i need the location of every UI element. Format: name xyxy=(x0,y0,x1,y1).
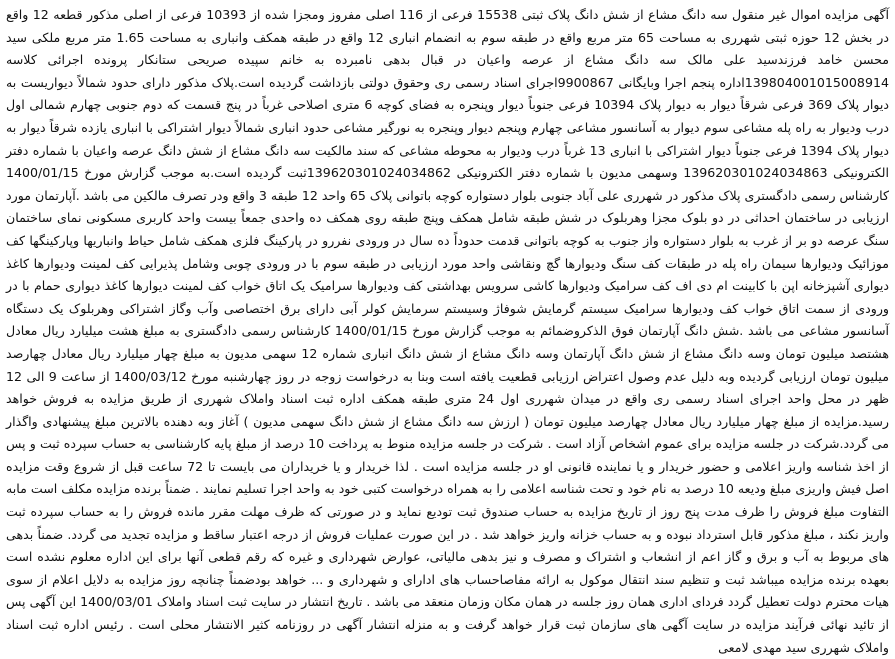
auction-notice-text: آگهی مزایده اموال غیر منقول سه دانگ مشاع از شش دانگ پلاک ثبتی 15538 فرعی از 116 اصلی مفروز ومجزا شده از 10393 فرعی از اصلی مذکور قطعه 12 واقع در بخش 12 حوزه ثبتی شهرری به مساحت 65 متر مربع واقع در طبقه سوم به انضمام انباری 12 واقع در طبقه همکف وانباری به مساحت 1.65 متر مربع ملکی سید محسن خامد فرزندسید علی مالک سه دانگ مشاع از عرصه واعیان در قبال بدهی نامبرده به خانم سپیده صریحی ستانکار پرونده اجرائی کلاسه 139804001015008914اداره پنجم اجرا وبایگانی 9900867اجرای اسناد رسمی ری وحقوق دولتی بازداشت گردیده است.پلاک مذکور دارای حدود شمالاً دیواریست به دیوار پلاک 369 فرعی شرقاً دیوار به دیوار پلاک 10394 فرعی جنوباً دیوار وپنجره به فضای کوچه 6 متری اصلاحی غرباً در پنج قسمت که دوم جنوبی چهارم شمالی اول درب ودیوار به راه پله مشاعی سوم دیوار به آسانسور مشاعی چهارم وپنجم دیوار وپنجره به نورگیر مشاعی حدود انباری شمالاً دیوار اشتراکی با انباری یازده شرقاً دیوار به دیوار پلاک 1394 فرعی جنوباً دیوار اشتراکی با انباری 13 غرباً درب ودیوار به محوطه مشاعی که سند مالکیت سه دانگ مشاع از شش دانگ عرصه واعیان با شماره دفتر الکترونیکی 139620301024034863 وسهمی مدیون با شماره دفتر الکترونیکی 139620301024034862ثبت گردیده است.به موجب گزارش مورخ 1400/01/15 کارشناس رسمی دادگستری پلاک مذکور در شهرری علی آباد جنوبی بلوار دستواره کوچه باتوانی پلاک 65 واحد 12 طبقه 3 واقع ودر تصرف مالکین می باشد .آپارتمان مورد ارزیابی در ساختمان احداثی در دو بلوک مجزا وهربلوک در شش طبقه شامل همکف وپنج طبقه روی همکف ده واحدی جمعاً بیست واحد کاربری مسکونی نمای ساختمان سنگ عرصه دو بر از غرب به بلوار دستواره واز جنوب به کوچه باتوانی قدمت حدوداً ده سال در ورودی نفررو در پارکینگ فلزی همکف شامل حیاط وانباریها وپارکینگها کف موزائیک ودیوارها سیمان راه پله در طبقات کف سنگ ودیوارها گچ ونقاشی واحد مورد ارزیابی در طبقه سوم با در ورودی چوبی وشامل پذیرایی کف لمینت ودیوارها کاغذ دیواری آشپزخانه اپن با کابینت ام دی اف کف سرامیک ودیوارها کاشی سرویس بهداشتی کف ودیوارها سرامیک یک اتاق خواب کف لمینت دیوارها کاغذ دیواری حمام با در ورودی از سمت اتاق خواب کف ودیوارها سرامیک سیستم گرمایش شوفاژ وسیستم سرمایش کولر آبی دارای برق اختصاصی وآب وگاز اشتراکی وهربلوک یک دستگاه آسانسور مشاعی می باشد .شش دانگ آپارتمان فوق الذکروضمائم به موجب گزارش مورخ 1400/01/15 کارشناس رسمی دادگستری به مبلغ هشت میلیارد ریال معادل هشتصد میلیون تومان وسه دانگ مشاع از شش دانگ آپارتمان وسه دانگ مشاع از شش دانگ انباری شماره 12 سهمی مدیون به مبلغ چهار میلیارد ریال معادل چهارصد میلیون تومان ارزیابی گردیده وبه دلیل عدم وصول اعتراض ارزیابی قطعیت یافته است وبنا به درخواست زوجه در روز چهارشنبه مورخ 1400/03/12 از ساعت 9 الی 12 ظهر در محل واحد اجرای اسناد رسمی ری واقع در میدان شهرری اول 24 متری طبقه همکف اداره ثبت اسناد واملاک شهرری از طریق مزایده به فروش خواهد رسید.مزایده از مبلغ چهار میلیارد ریال معادل چهارصد میلیون تومان ( ارزش سه دانگ مشاع از شش دانگ سهمی مدیون ) آغاز وبه دهنده بالاترین مبلغ پیشنهادی واگذار می گردد.شرکت در جلسه مزایده برای عموم اشخاص آزاد است . شرکت در جلسه مزایده منوط به پرداخت 10 درصد از مبلغ پایه کارشناسی به حساب سپرده ثبت و پس از اخذ شناسه واریز اعلامی و حضور خریدار و یا نماینده قانونی او در جلسه مزایده است . لذا خریدار و یا خریداران می بایست تا 72 ساعت قبل از شروع وقت مزایده اصل فیش واریزی مبلغ ودیعه 10 درصد به نام خود و تحت شناسه اعلامی را به همراه درخواست کتبی خود به واحد اجرا تسلیم نمایند . ضمناً برنده مزایده مکلف است مابه التفاوت مبلغ فروش را ظرف مدت پنج روز از تاریخ مزایده به حساب صندوق ثبت تودیع نماید و در صورتی که ظرف مهلت مقرر مانده فروش را به حساب سپرده ثبت واریز نکند ، مبلغ مذکور قابل استرداد نبوده و به حساب خزانه واریز خواهد شد . در این صورت عملیات فروش از درجه اعتبار ساقط و مزایده تجدید می گردد. ضمناً بدهی های مربوط به آب و برق و گاز اعم از انشعاب و اشتراک و مصرف و نیز بدهی مالیاتی، عوارض شهرداری و غیره که رقم قطعی آنها برای این اداره معلوم نشده است بعهده برنده مزایده میباشد ثبت و تنظیم سند انتقال موکول به ارائه مفاصاحساب های ادارای و شهرداری و ... خواهد بودضمناً چنانچه روز مزایده به دلایل اعلام از سوی هیات محترم دولت تعطیل گردد فردای اداری همان روز جلسه در همان مکان وزمان منعقد می باشد . تاریخ انتشار در سایت ثبت اسناد واملاک 1400/03/01 این آگهی پس از تائید نهائی فرآیند مزایده در سایت آگهی های سازمان ثبت قرار خواهد گرفت و به منزله انتشار آگهی در روزنامه کثیر الانتشار محلی است . رئیس اداره ثبت اسناد واملاک شهرری سید مهدی لامعی xyxy=(6,7,890,655)
